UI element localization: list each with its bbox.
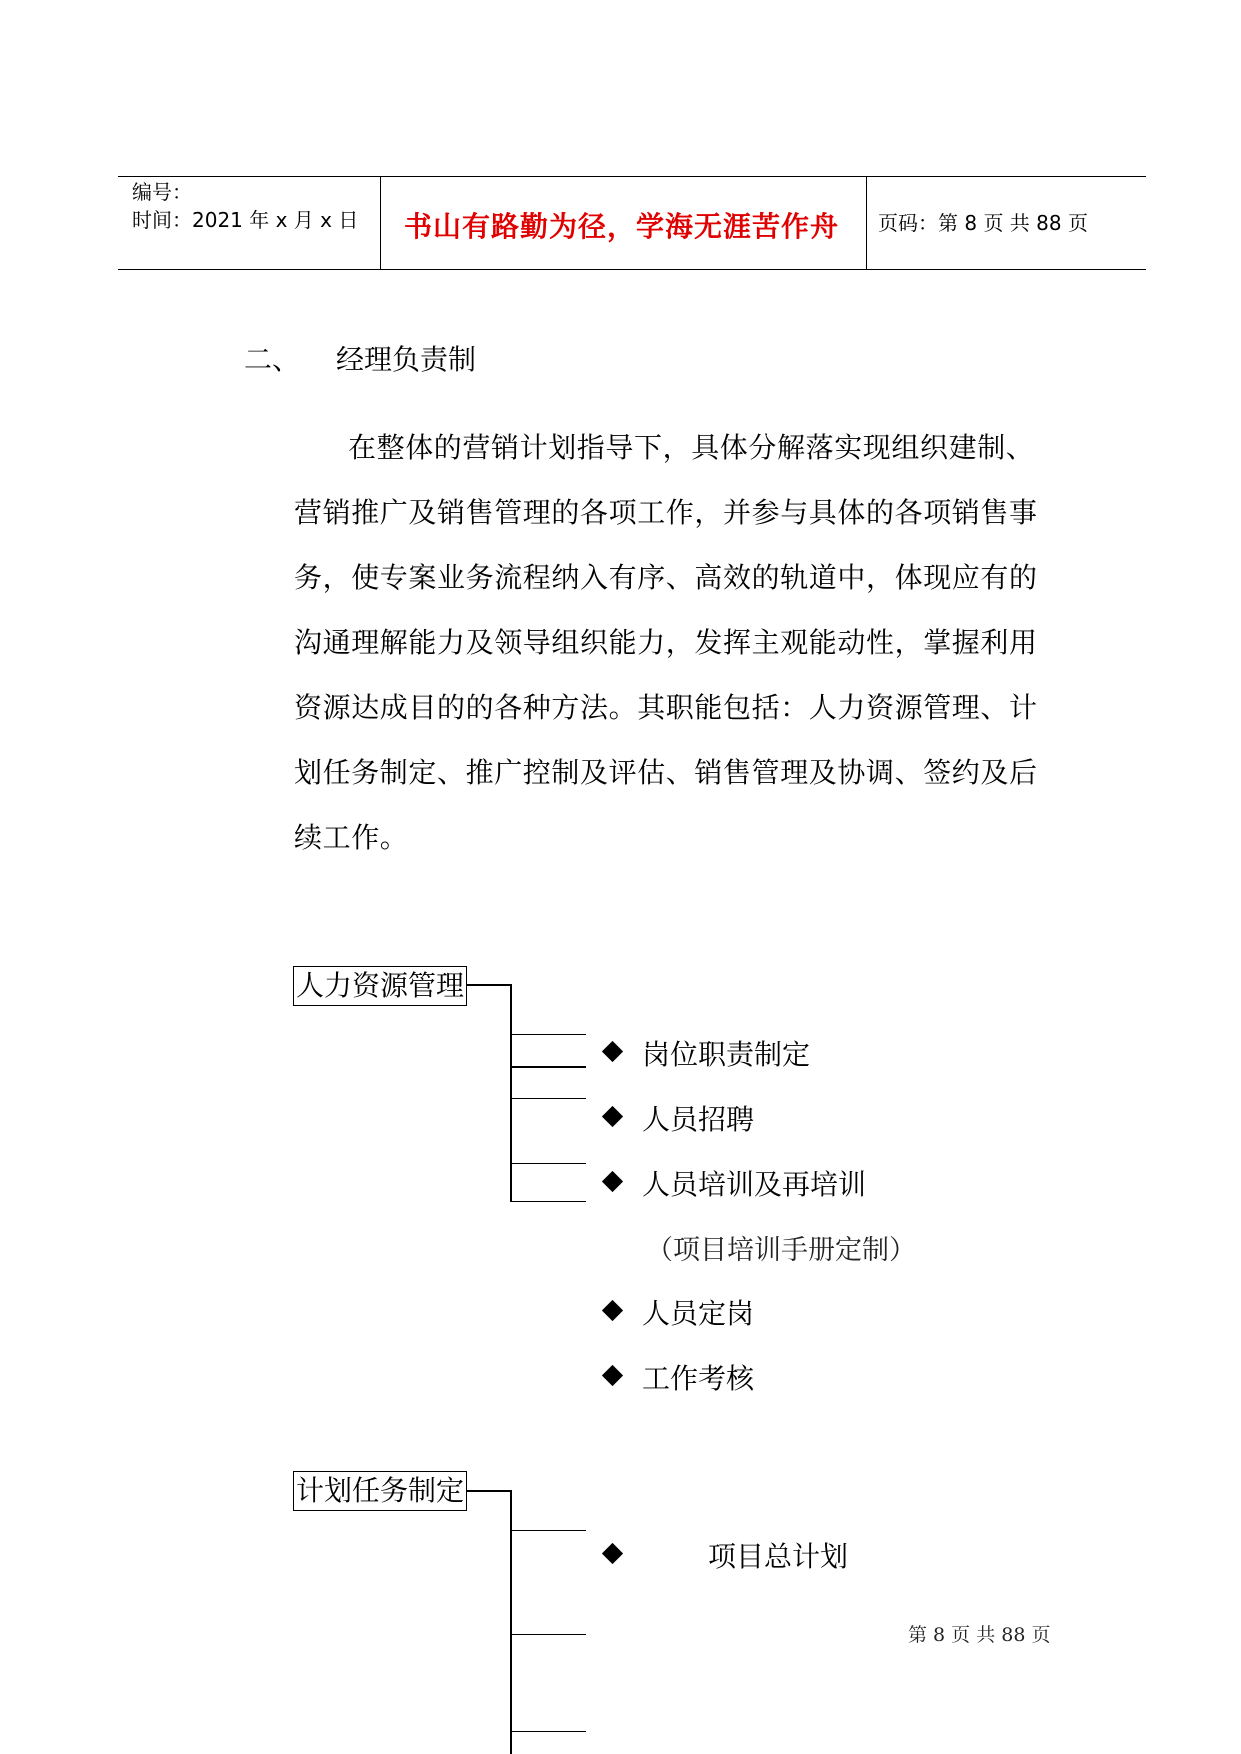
header-divider-left — [380, 176, 381, 270]
connector-line — [510, 1634, 586, 1635]
section-title: 经理负责制 — [336, 343, 477, 376]
connector-line — [510, 1034, 586, 1035]
bullet-diamond-icon — [602, 1171, 623, 1192]
bullet-diamond-icon — [602, 1300, 623, 1321]
connector-line — [510, 1530, 586, 1531]
bullet-diamond-icon — [602, 1365, 623, 1386]
connector-line — [510, 1098, 586, 1099]
chart-item: 工作考核 — [642, 1362, 755, 1395]
header-top-rule — [118, 176, 1146, 177]
chart-item: 人员培训及再培训 — [642, 1168, 867, 1201]
paragraph-line: 划任务制定、推广控制及评估、销售管理及协调、签约及后 — [294, 756, 1038, 789]
bullet-diamond-icon — [602, 1041, 623, 1062]
header-time-label: 时间：2021 年 x 月 x 日 — [132, 208, 359, 232]
header-motto: 书山有路勤为径，学海无涯苦作舟 — [404, 210, 840, 243]
bullet-diamond-icon — [602, 1106, 623, 1127]
paragraph-line: 续工作。 — [294, 821, 409, 854]
chart-item: 人员招聘 — [642, 1103, 755, 1136]
connector-line — [510, 1163, 586, 1164]
connector-line — [510, 1731, 586, 1732]
bullet-diamond-icon — [602, 1543, 623, 1564]
org-chart-root-box: 计划任务制定 — [293, 1471, 467, 1511]
org-chart-root-box: 人力资源管理 — [293, 966, 467, 1006]
paragraph-line: 在整体的营销计划指导下，具体分解落实现组织建制、 — [348, 431, 1035, 464]
section-number: 二、 — [244, 343, 301, 376]
header-page-label: 页码：第 8 页 共 88 页 — [878, 211, 1088, 235]
header-divider-right — [866, 176, 867, 270]
connector-line — [466, 1490, 511, 1492]
chart-item: 项目总计划 — [708, 1540, 849, 1573]
connector-line — [510, 984, 512, 1202]
chart-item: 岗位职责制定 — [642, 1038, 811, 1071]
paragraph-line: 沟通理解能力及领导组织能力，发挥主观能动性，掌握利用 — [294, 626, 1038, 659]
page-footer: 第 8 页 共 88 页 — [908, 1624, 1051, 1646]
header-number-label: 编号： — [132, 180, 192, 204]
header-bottom-rule — [118, 269, 1146, 270]
chart-item: 人员定岗 — [642, 1297, 755, 1330]
connector-line — [510, 1201, 586, 1202]
connector-line — [510, 1066, 586, 1068]
connector-line — [466, 984, 511, 986]
paragraph-line: 资源达成目的的各种方法。其职能包括：人力资源管理、计 — [294, 691, 1038, 724]
paragraph-line: 营销推广及销售管理的各项工作，并参与具体的各项销售事 — [294, 496, 1038, 529]
paragraph-line: 务，使专案业务流程纳入有序、高效的轨道中，体现应有的 — [294, 561, 1038, 594]
chart-item-note: （项目培训手册定制） — [646, 1235, 916, 1266]
